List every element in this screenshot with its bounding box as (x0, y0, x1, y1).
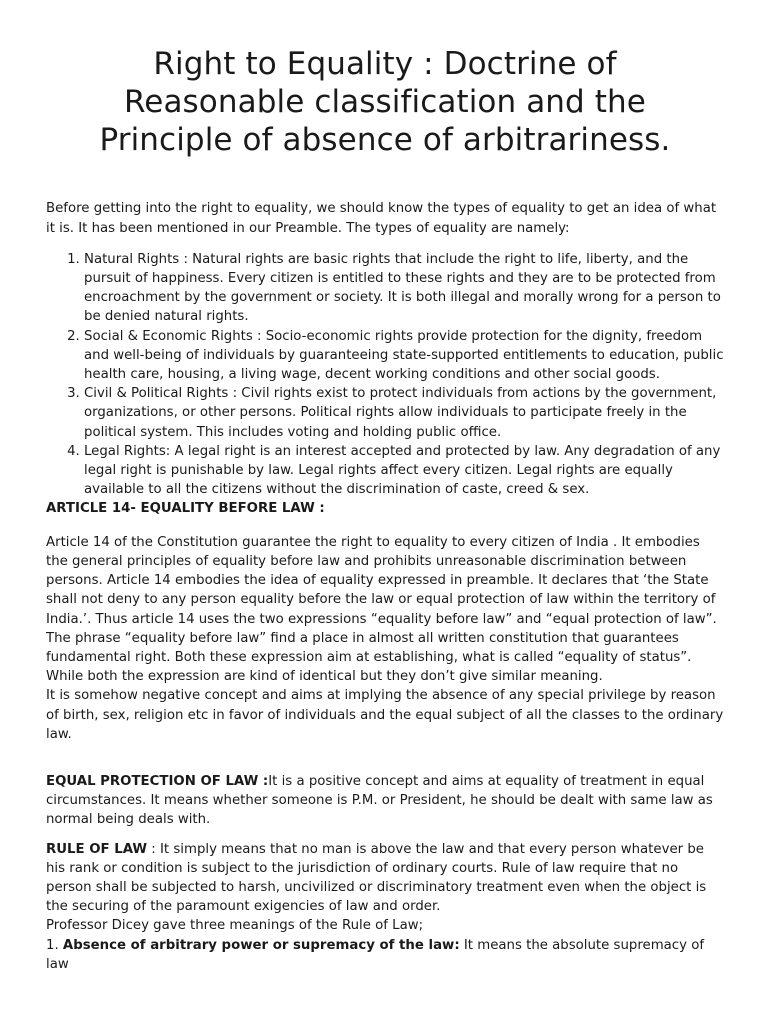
article14-paragraph: Article 14 of the Constitution guarantee the right to equality to every citizen of India . It embodies the general principles of equality before law and prohibits unreasonable discrimination between persons. Article 14 embodies the idea of equality expressed in preamble. It declares that ‘the State shall not deny to any person equality before the law or equal protection of law within the territory of India.’. Thus article 14 uses the two expressions “equality before law” and “equal protection of law”. The phrase “equality before law” find a place in almost all written constitution that guarantees fundamental right. Both these expression aim at establishing, what is called “equality of status”. While both the expression are kind of identical but they don’t give similar meaning. (46, 534, 717, 685)
point-number: 1. (46, 937, 63, 953)
dicey-line: Professor Dicey gave three meanings of the Rule of Law; (46, 918, 424, 934)
dicey-point-1 (46, 936, 724, 974)
intro-paragraph: Before getting into the right to equality, we should know the types of equality to get an idea of what it is. It has been mentioned in our Preamble. The types of equality are namely: (46, 201, 717, 236)
rule-of-law-label: RULE OF LAW (46, 841, 148, 857)
list-item: 3. Civil & Political Rights : Civil rights exist to protect individuals from actions by the government, organizations, or other persons. Political rights allow individuals to participate freely in the political system. This includes voting and holding public office. (84, 384, 724, 442)
rule-of-law-text: : It simply means that no man is above the law and that every person whatever be his rank or condition is subject to the jurisdiction of ordinary courts. Rule of law require that no person shall be subjected to harsh, uncivilized or discriminatory treatment even when the object is the securing of the paramount exigencies of law and order. (46, 841, 707, 915)
list-item: 4. Legal Rights: A legal right is an interest accepted and protected by law. Any degradation of any legal right is punishable by law. Legal rights affect every citizen. Legal rights are equally available to all the citizens without the discrimination of caste, creed & sex. (84, 442, 724, 500)
title-line: Right to Equality : Doctrine of (153, 46, 617, 82)
equal-protection-paragraph (46, 772, 724, 830)
point-label: Absence of arbitrary power or supremacy of the law: (62, 937, 460, 953)
list-item: 2. Social & Economic Rights : Socio-economic rights provide protection for the dignity, freedom and well-being of individuals by guaranteeing state-supported entitlements to education, public health care, housing, a living wage, decent working conditions and other social goods. (84, 327, 724, 385)
article14-paragraph-2: It is somehow negative concept and aims at implying the absence of any special privilege by reason of birth, sex, religion etc in favor of individuals and the equal subject of all the classes to the ordinary law. (46, 688, 724, 742)
title-line: Reasonable classification and the (124, 83, 646, 120)
document-title (46, 46, 724, 159)
rule-of-law-paragraph (46, 840, 724, 917)
list-item: 1. Natural Rights : Natural rights are basic rights that include the right to life, liberty, and the pursuit of happiness. Every citizen is entitled to these rights and they are to be protected from encroachment by the government or society. It is both illegal and morally wrong for a person to be denied natural rights. (84, 250, 724, 327)
document-body (46, 199, 724, 974)
point-text: It means the absolute supremacy of law (46, 937, 705, 972)
article14-heading: ARTICLE 14- EQUALITY BEFORE LAW : (46, 501, 325, 517)
equality-types-list (46, 250, 724, 500)
title-line: Principle of absence of arbitrariness. (99, 121, 671, 158)
equal-protection-text: It is a positive concept and aims at equality of treatment in equal circumstances. It means whether someone is P.M. or President, he should be dealt with same law as normal being deals with. (46, 773, 713, 828)
equal-protection-label: EQUAL PROTECTION OF LAW : (46, 773, 269, 789)
